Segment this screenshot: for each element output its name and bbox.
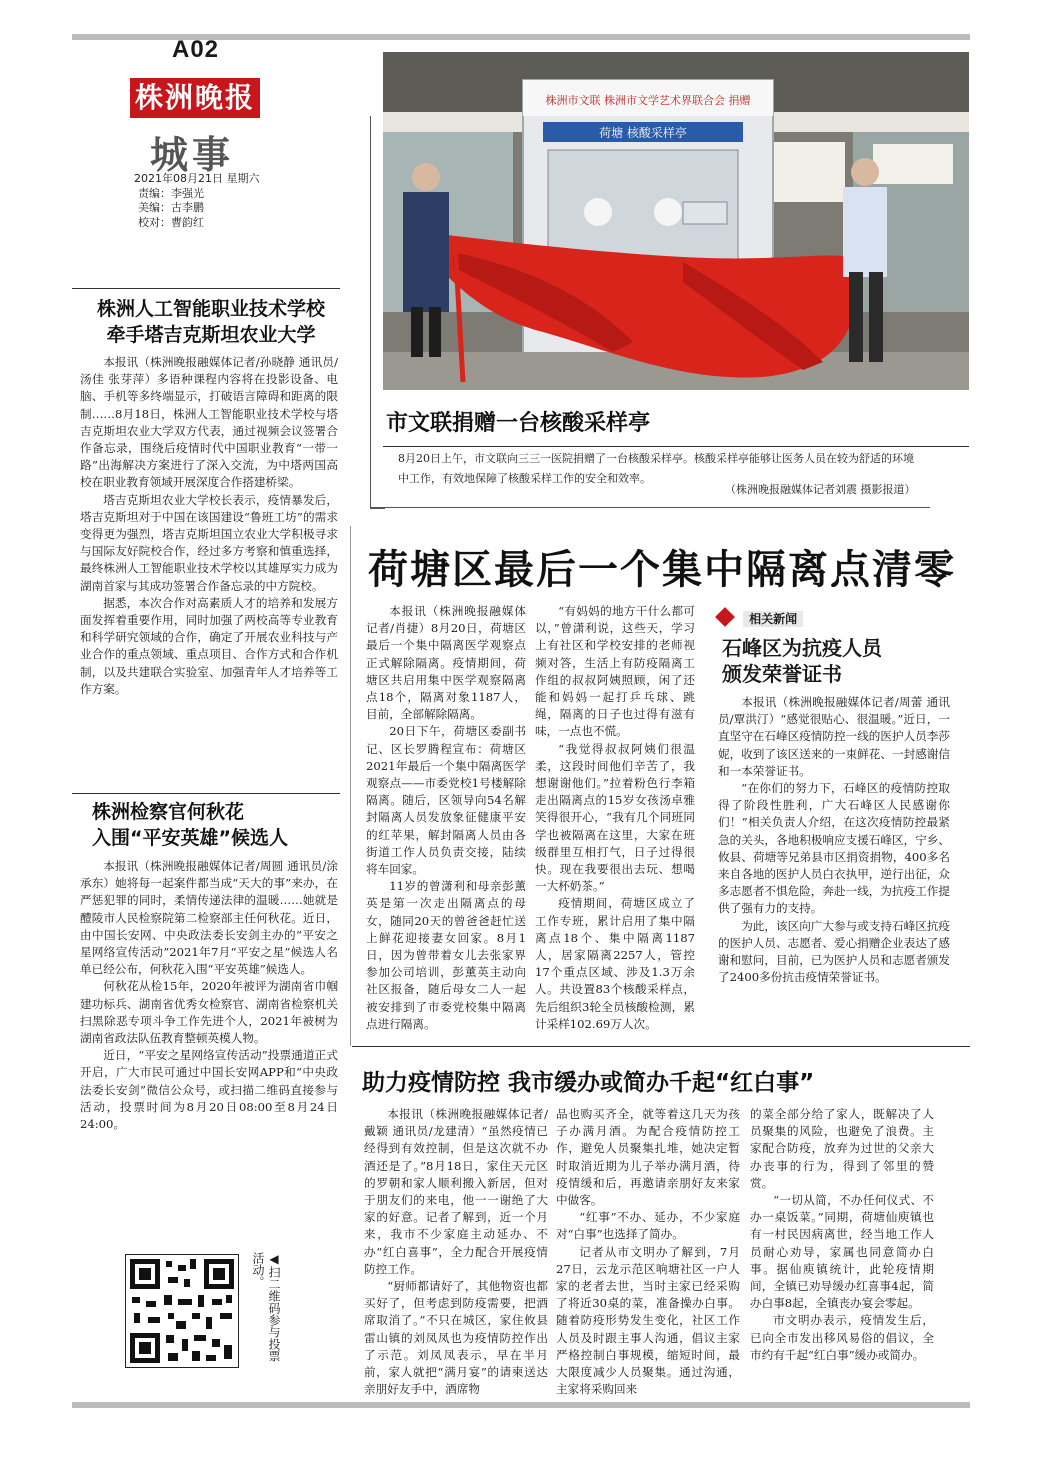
kiosk-title-text: 荷塘 核酸采样亭 [599, 126, 687, 140]
paragraph: “我觉得叔叔阿姨们很温柔，这段时间他们辛苦了，我想谢谢他们。”拉着粉色行李箱走出隔离点的15岁女孩汤卓雅笑得很开心，“我有几个同班同学也被隔离在这里，大家在班级群里互相打气，日子过得很快。现在我要很出去玩、想喝一大杯奶茶。” [535, 741, 695, 894]
paragraph: 本报讯（株洲晚报融媒体记者/周圆 通讯员/涂承东）她将每一起案件都当成“天大的事”来办，在严惩犯罪的同时，柔情传递法律的温暖……她就是醴陵市人民检察院第二检察部主任何秋花。近日，由中国长安网、中央政法委长安剑主办的“平安之星网络宣传活动”2021年7月“平安之星”候选人名单已经公布，何秋花入围“平安英雄”候选人。 [80, 859, 338, 977]
editor-credit: 责编：李强光 [138, 186, 204, 200]
page-number: A02 [172, 36, 220, 63]
paragraph: “红事”不办、延办，不少家庭对“白事”也选择了简办。 [556, 1210, 740, 1242]
related-news-headline [722, 635, 882, 687]
caption-box-border [370, 116, 385, 509]
bottom-bar [72, 1402, 970, 1408]
kiosk-sign-text: 株洲市文联 株洲市文学艺术界联合会 捐赠 [545, 94, 751, 107]
paragraph: 本报讯（株洲晚报融媒体记者/戴颖 通讯员/龙建清）“虽然疫情已经得到有效控制，但是这次就不办酒还是了。”8月18日，家住天元区的罗朝和家人顺利搬入新居，但对于朋友们的来电，他一一谢绝了大家的好意。记者了解到，近一个月来，我市不少家庭主动延办、不办“红白喜事”，全力配合开展疫情防控工作。 [364, 1107, 548, 1276]
paragraph: 本报讯（株洲晚报融媒体记者/孙晓静 通讯员/汤佳 张芽萍）多语种课程内容将在投影设备、电脑、手机等多终端显示，打破语言障碍和距离的限制……8月18日，株洲人工智能职业技术学校与塔吉克斯坦农业大学双方代表，通过视频会议签署合作备忘录，围绕后疫情时代中国职业教育“一带一路”出海解决方案进行了深入交流，为中塔两国高校在职业教育领域开展深度合作搭建桥梁。 [80, 355, 338, 490]
paragraph: 为此，该区向广大参与或支持石峰区抗疫的医护人员、志愿者、爱心捐赠企业表达了感谢和慰问，目前，已为医护人员和志愿者颁发了2400多份抗击疫情荣誉证书。 [718, 918, 950, 985]
left-rule-1 [72, 288, 340, 289]
main-story-col2 [535, 603, 695, 1033]
qr-note [246, 1252, 282, 1372]
designer-credit: 美编：古李鹏 [138, 201, 204, 214]
left-column-divider [350, 526, 351, 1046]
paragraph: 20日下午，荷塘区委副书记、区长罗腾程宣布：荷塘区2021年最后一个集中隔离医学观察点——市委党校1号楼解除隔离。随后，区领导向54名解封隔离人员发放象征健康平安的红苹果，解封隔离人员由各街道工作人员负责交接，陆续将车回家。 [366, 724, 526, 877]
paragraph: 本报讯（株洲晚报融媒体记者/肖捷）8月20日，荷塘区最后一个集中隔离医学观察点正式解除隔离。疫情期间，荷塘区共启用集中医学观察隔离点18个，隔离对象1187人，目前，全部解除隔离。 [366, 604, 526, 722]
paragraph: 何秋花从检15年，2020年被评为湖南省巾帼建功标兵、湖南省优秀女检察官、湖南省检察机关扫黑除恶专项斗争工作先进个人，2021年被树为湖南省政法队伍教育整顿英模人物。 [80, 979, 338, 1046]
paragraph: 近日，“平安之星网络宣传活动”投票通道正式开启，广大市民可通过中国长安网APP和“中央政法委长安剑”微信公众号，或扫描二维码直接参与活动，投票时间为8月20日08:00至8月24日24:00。 [80, 1048, 338, 1132]
bottom-story-col3 [750, 1106, 934, 1364]
paragraph: 市文明办表示，疫情发生后，已向全市发出移风易俗的倡议，全市约有千起“红白事”缓办或简办。 [750, 1313, 934, 1362]
qr-note-text: ◀扫二维码参与投票活动。 [251, 1252, 281, 1362]
left-story-1-body [80, 354, 338, 698]
bottom-story-col1 [364, 1106, 548, 1398]
paragraph: 记者从市文明办了解到，7月27日，云龙示范区响塘社区一户人家的老者去世，当时主家已经采购了将近30桌的菜，准备操办白事。随着防疫形势发生变化，社区工作人员及时跟主事人沟通，倡议主家严格控制白事规模，缩短时间，最大限度减少人员聚集。通过沟通，主家将采购回来 [556, 1244, 740, 1397]
top-story-rule [383, 446, 969, 447]
masthead-meta [134, 172, 260, 230]
photo-caption-text: 8月20日上午，市文联向三三一医院捐赠了一台核酸采样亭。核酸采样亭能够让医务人员在较为舒适的环境中工作，有效地保障了核酸采样工作的安全和效率。 [398, 452, 914, 485]
related-news-body [718, 694, 950, 986]
main-story-title: 荷塘区最后一个集中隔离点清零 [368, 547, 956, 593]
paragraph: 塔吉克斯坦农业大学校长表示，疫情暴发后，塔吉克斯坦对于中国在该国建设“鲁班工坊”的需求变得更为强烈，塔吉克斯坦国立农业大学积极寻求与国际友好院校合作，经过多方考察和慎重选择，最终株洲人工智能职业技术学校以其雄厚实力成为湖南首家与其成功签署合作备忘录的中方院校。 [80, 492, 338, 593]
paragraph: 11岁的曾潇利和母亲彭薰英是第一次走出隔离点的母女，随同20天的曾爸爸赶忙送上鲜花迎接妻女回家。8月1日，因为曾带着女儿去张家界参加公司培训，彭薰英主动向社区报备，随后母女二人一起被安排到了市委党校集中隔离点进行隔离。 [366, 879, 526, 1031]
issue-date: 2021年08月21日 星期六 [134, 172, 260, 185]
paragraph: “在你们的努力下，石峰区的疫情防控取得了阶段性胜利，广大石峰区人民感谢你们！”相关负责人介绍，在这次疫情防控最紧急的关头，各地积极响应支援石峰区，宁乡、攸县、荷塘等兄弟县市区捐资捐物，400多名来自各地的医护人员白衣执甲，逆行出征，众多志愿者不惧危险，奔赴一线，为抗疫工作提供了强有力的支持。 [718, 781, 950, 916]
qr-code-graphic [126, 1255, 238, 1367]
related-news-tag [716, 608, 836, 626]
left-story-2-title-line2: 入围“平安英雄”候选人 [92, 827, 288, 849]
unveiling-illustration [383, 52, 969, 390]
paragraph: 疫情期间，荷塘区成立了工作专班，累计启用了集中隔离点18个、集中隔离1187人，居家隔离2257人，管控17个重点区域、涉及1.3万余人。共设置83个核酸采样点，先后组织3轮全员核酸检测，累计采样102.69万人次。 [535, 896, 695, 1031]
bottom-story-col2 [556, 1106, 740, 1398]
proofreader-credit: 校对：曹韵红 [138, 215, 204, 229]
bottom-story-title: 助力疫情防控 我市缓办或简办千起“红白事” [362, 1070, 815, 1096]
related-tag-marker [715, 607, 735, 627]
left-story-1-headline [76, 296, 346, 348]
paragraph: “一切从简，不办任何仪式、不办一桌饭菜。”同期，荷塘仙庾镇也有一村民因病离世，经当地工作人员耐心劝导，家属也同意简办白事。据仙庾镇统计，此轮疫情期间，全镇已劝导缓办红喜事4起，简办白事8起，全镇丧办宴会零起。 [750, 1193, 934, 1311]
left-rule-2 [72, 793, 340, 794]
paragraph: 本报讯（株洲晚报融媒体记者/周蕾 通讯员/覃洪汀）“感觉很贴心、很温暖。”近日，一直坚守在石峰区疫情防控一线的医护人员李莎妮，收到了该区送来的一束鲜花、一封感谢信和一本荣誉证书。 [718, 695, 950, 778]
paragraph: “厨师都请好了，其他物资也都买好了，但考虑到防疫需要，把酒席取消了。”不只在城区，家住攸县雷山镇的刘凤凤也为疫情防控作出了示范。刘凤凤表示，早在半月前，家人就把“满月宴”的请柬送达亲朋好友手中，酒席物 [364, 1279, 548, 1397]
section-title: 城事 [150, 132, 235, 177]
paragraph: “有妈妈的地方干什么都可以，”曾潇利说，这些天，学习上有社区和学校安排的老师视频对答，生活上有防疫隔离工作组的叔叔阿姨照顾，闲了还能和妈妈一起打乒乓球、跳绳，隔离的日子也过得有滋有味，一点也不慌。 [535, 604, 695, 739]
related-tag-label: 相关新闻 [743, 611, 803, 627]
left-story-2-headline [92, 799, 322, 851]
newspaper-logo: 株洲晚报 [130, 78, 260, 118]
top-story-title: 市文联捐赠一台核酸采样亭 [386, 411, 651, 436]
bottom-story-rule [352, 1046, 970, 1047]
qr-code[interactable] [125, 1254, 239, 1368]
paragraph: 品也购买齐全，就等着这几天为孩子办满月酒。为配合疫情防控工作，避免人员聚集扎堆，她决定暂时取消近期为儿子举办满月酒，待疫情缓和后，再邀请亲朋好友来家中做客。 [556, 1107, 740, 1208]
main-story-col1 [366, 603, 526, 1033]
paragraph: 据悉，本次合作对高素质人才的培养和发展方面发挥着重要作用，同时加强了两校高等专业教育和科学研究领域的合作，确定了开展农业科技与产业合作的重点领域、重点项目、合作方式和合作机制，以及共建联合实验室、加强青年人才培养等工作方案。 [80, 595, 338, 696]
caption-box-bottom [370, 507, 930, 508]
top-story-credit: （株洲晚报融媒体记者刘震 摄影报道） [725, 483, 916, 496]
paragraph: 的菜全部分给了家人，既解决了人员聚集的风险，也避免了浪费。主家配合防疫，放弃为过世的父亲大办丧事的行为，得到了邻里的赞赏。 [750, 1107, 934, 1190]
left-story-1-title-line2: 牵手塔吉克斯坦农业大学 [106, 324, 316, 346]
left-story-1-title-line1: 株洲人工智能职业技术学校 [96, 298, 325, 320]
news-photo [383, 52, 969, 390]
related-title-line1: 石峰区为抗疫人员 [722, 636, 882, 660]
left-story-2-title-line1: 株洲检察官何秋花 [92, 801, 245, 823]
related-title-line2: 颁发荣誉证书 [722, 662, 842, 686]
left-story-2-body [80, 858, 338, 1133]
